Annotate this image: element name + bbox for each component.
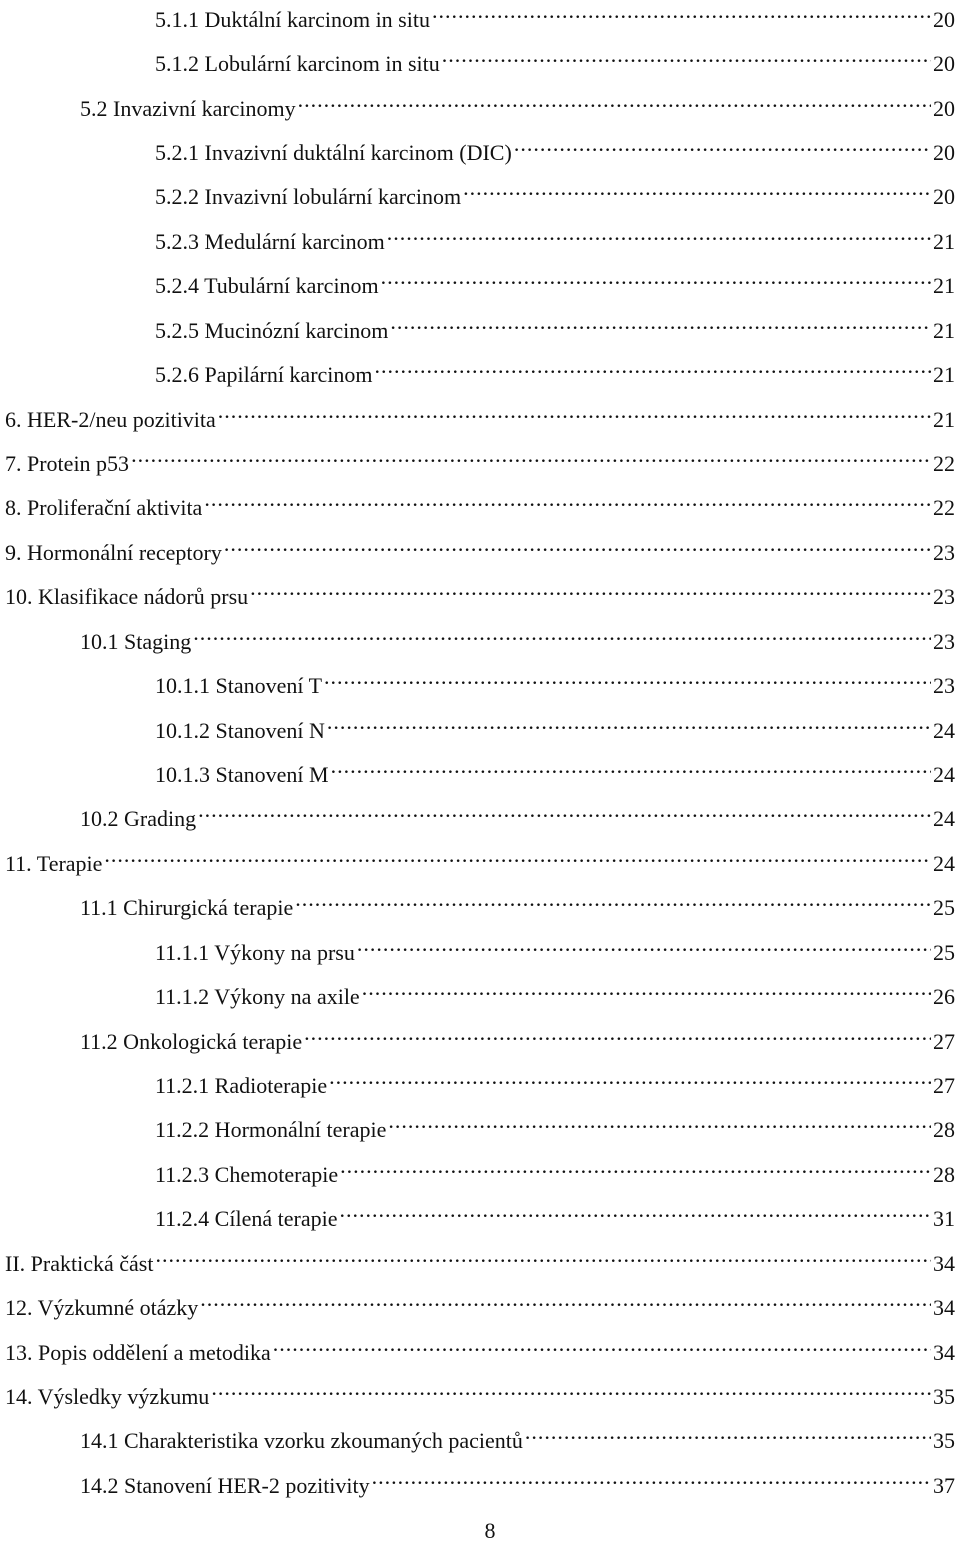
toc-entry-title: 10.2 Grading: [80, 806, 197, 831]
toc-entry[interactable]: [155, 263, 955, 298]
toc-entry-title: II. Praktická část: [5, 1251, 154, 1276]
toc-leader-dots: [514, 130, 931, 160]
toc-entry-page: 22: [933, 451, 955, 476]
toc-entry-title: 5.2.6 Papilární karcinom: [155, 362, 373, 387]
toc-entry-page: 34: [933, 1295, 955, 1320]
toc-leader-dots: [525, 1418, 931, 1448]
toc-entry-page: 37: [933, 1473, 955, 1498]
toc-entry[interactable]: [80, 1463, 955, 1498]
toc-entry-page: 23: [933, 540, 955, 565]
toc-leader-dots: [198, 796, 931, 826]
toc-leader-dots: [375, 352, 931, 382]
toc-entry-page: 23: [933, 629, 955, 654]
toc-entry-title: 5.2.4 Tubulární karcinom: [155, 273, 379, 298]
toc-entry-page: 24: [933, 851, 955, 876]
toc-leader-dots: [193, 619, 931, 649]
toc-leader-dots: [211, 1374, 931, 1404]
toc-entry-page: 28: [933, 1162, 955, 1187]
toc-entry-title: 6. HER-2/neu pozitivita: [5, 407, 216, 432]
toc-entry-page: 20: [933, 96, 955, 121]
toc-leader-dots: [298, 86, 931, 116]
toc-entry[interactable]: [5, 397, 955, 432]
toc-entry[interactable]: [80, 885, 955, 920]
toc-entry[interactable]: [155, 308, 955, 343]
toc-leader-dots: [131, 441, 931, 471]
toc-entry-title: 10. Klasifikace nádorů prsu: [5, 584, 249, 609]
toc-entry-title: 10.1.3 Stanovení M: [155, 762, 329, 787]
toc-entry-title: 11.2.4 Cílená terapie: [155, 1206, 338, 1231]
toc-entry-title: 5.2 Invazivní karcinomy: [80, 96, 296, 121]
toc-leader-dots: [250, 574, 931, 604]
toc-leader-dots: [390, 308, 931, 338]
toc-entry-page: 23: [933, 584, 955, 609]
toc-entry-title: 5.2.3 Medulární karcinom: [155, 229, 385, 254]
toc-entry-page: 25: [933, 940, 955, 965]
toc-entry[interactable]: [155, 130, 955, 165]
toc-entry-page: 23: [933, 673, 955, 698]
toc-entry-page: 24: [933, 762, 955, 787]
toc-entry-title: 14.2 Stanovení HER-2 pozitivity: [80, 1473, 370, 1498]
toc-leader-dots: [273, 1330, 931, 1360]
toc-entry-page: 35: [933, 1428, 955, 1453]
toc-entry-page: 20: [933, 51, 955, 76]
toc-entry[interactable]: [155, 352, 955, 387]
toc-leader-dots: [388, 1107, 931, 1137]
toc-entry-title: 10.1.2 Stanovení N: [155, 718, 325, 743]
toc-entry[interactable]: [155, 41, 955, 76]
toc-leader-dots: [387, 219, 931, 249]
toc-entry[interactable]: [80, 796, 955, 831]
toc-leader-dots: [324, 663, 931, 693]
toc-entry[interactable]: [5, 574, 955, 609]
toc-leader-dots: [357, 930, 931, 960]
toc-entry-title: 5.1.1 Duktální karcinom in situ: [155, 7, 430, 32]
toc-entry-title: 11.1 Chirurgická terapie: [80, 895, 294, 920]
toc-entry[interactable]: [80, 86, 955, 121]
toc-leader-dots: [218, 397, 931, 427]
toc-entry[interactable]: [155, 0, 955, 32]
toc-leader-dots: [432, 0, 931, 27]
toc-entry-page: 31: [933, 1206, 955, 1231]
toc-leader-dots: [329, 1063, 931, 1093]
toc-entry-title: 11.1.2 Výkony na axile: [155, 984, 360, 1009]
toc-entry-title: 14. Výsledky výzkumu: [5, 1384, 210, 1409]
toc-leader-dots: [224, 530, 931, 560]
toc-entry-title: 13. Popis oddělení a metodika: [5, 1340, 271, 1365]
toc-entry-page: 20: [933, 140, 955, 165]
toc-entry[interactable]: [155, 219, 955, 254]
toc-entry[interactable]: [5, 1285, 955, 1320]
toc-entry-page: 34: [933, 1340, 955, 1365]
toc-leader-dots: [362, 974, 931, 1004]
toc-leader-dots: [381, 263, 931, 293]
toc-entry[interactable]: [5, 530, 955, 565]
toc-entry-title: 5.1.2 Lobulární karcinom in situ: [155, 51, 440, 76]
toc-entry[interactable]: [155, 663, 955, 698]
toc-entry-page: 34: [933, 1251, 955, 1276]
toc-entry[interactable]: [5, 1330, 955, 1365]
toc-entry-page: 25: [933, 895, 955, 920]
toc-leader-dots: [339, 1196, 931, 1226]
toc-entry[interactable]: [155, 974, 955, 1009]
toc-leader-dots: [331, 752, 931, 782]
toc-leader-dots: [327, 708, 931, 738]
toc-entry[interactable]: [80, 1019, 955, 1054]
toc-entry-page: 27: [933, 1073, 955, 1098]
toc-leader-dots: [155, 1241, 931, 1271]
toc-entry-page: 21: [933, 273, 955, 298]
toc-entry-title: 10.1.1 Stanovení T: [155, 673, 323, 698]
toc-entry-page: 21: [933, 407, 955, 432]
toc-leader-dots: [442, 41, 931, 71]
toc-entry-title: 11.2.3 Chemoterapie: [155, 1162, 339, 1187]
toc-entry-title: 7. Protein p53: [5, 451, 130, 476]
toc-entry-title: 5.2.2 Invazivní lobulární karcinom: [155, 184, 462, 209]
toc-entry[interactable]: [5, 1374, 955, 1409]
toc-entry-page: 28: [933, 1117, 955, 1142]
toc-entry[interactable]: [155, 1107, 955, 1142]
toc-entry[interactable]: [5, 841, 955, 876]
toc-entry-page: 24: [933, 806, 955, 831]
toc-entry[interactable]: [80, 1418, 955, 1453]
toc-entry-page: 22: [933, 495, 955, 520]
toc-entry-title: 11.2.2 Hormonální terapie: [155, 1117, 387, 1142]
toc-entry[interactable]: [155, 708, 955, 743]
toc-entry[interactable]: [5, 441, 955, 476]
toc-entry[interactable]: [155, 1196, 955, 1231]
toc-entry-title: 11.1.1 Výkony na prsu: [155, 940, 355, 965]
toc-entry-page: 21: [933, 318, 955, 343]
toc-leader-dots: [340, 1152, 931, 1182]
page-footer-number: 8: [484, 1518, 496, 1543]
toc-entry-page: 20: [933, 7, 955, 32]
toc-entry-title: 12. Výzkumné otázky: [5, 1295, 199, 1320]
toc-leader-dots: [200, 1285, 931, 1315]
toc-leader-dots: [463, 174, 931, 204]
toc-leader-dots: [372, 1463, 931, 1493]
toc-entry-page: 21: [933, 362, 955, 387]
toc-entry-title: 11.2 Onkologická terapie: [80, 1029, 303, 1054]
toc-entry[interactable]: [5, 485, 955, 520]
toc-entry[interactable]: [155, 174, 955, 209]
toc-entry-title: 11. Terapie: [5, 851, 103, 876]
toc-entry-page: 27: [933, 1029, 955, 1054]
toc-entry-title: 10.1 Staging: [80, 629, 192, 654]
toc-entry-page: 35: [933, 1384, 955, 1409]
toc-leader-dots: [204, 485, 931, 515]
toc-entry[interactable]: [155, 1152, 955, 1187]
toc-entry-title: 14.1 Charakteristika vzorku zkoumaných pacientů: [80, 1428, 523, 1453]
toc-entry-page: 24: [933, 718, 955, 743]
toc-entry-title: 9. Hormonální receptory: [5, 540, 222, 565]
toc-entry-title: 8. Proliferační aktivita: [5, 495, 203, 520]
toc-entry-page: 26: [933, 984, 955, 1009]
toc-entry-page: 20: [933, 184, 955, 209]
toc-entry[interactable]: [80, 619, 955, 654]
toc-leader-dots: [104, 841, 931, 871]
toc-leader-dots: [295, 885, 931, 915]
toc-entry-title: 5.2.5 Mucinózní karcinom: [155, 318, 389, 343]
toc-entry-title: 11.2.1 Radioterapie: [155, 1073, 328, 1098]
toc-entry[interactable]: [155, 930, 955, 965]
toc-entry[interactable]: [155, 1063, 955, 1098]
toc-entry[interactable]: [155, 752, 955, 787]
toc-entry-title: 5.2.1 Invazivní duktální karcinom (DIC): [155, 140, 512, 165]
toc-entry[interactable]: [5, 1241, 955, 1276]
toc-leader-dots: [304, 1019, 931, 1049]
toc-entry-page: 21: [933, 229, 955, 254]
